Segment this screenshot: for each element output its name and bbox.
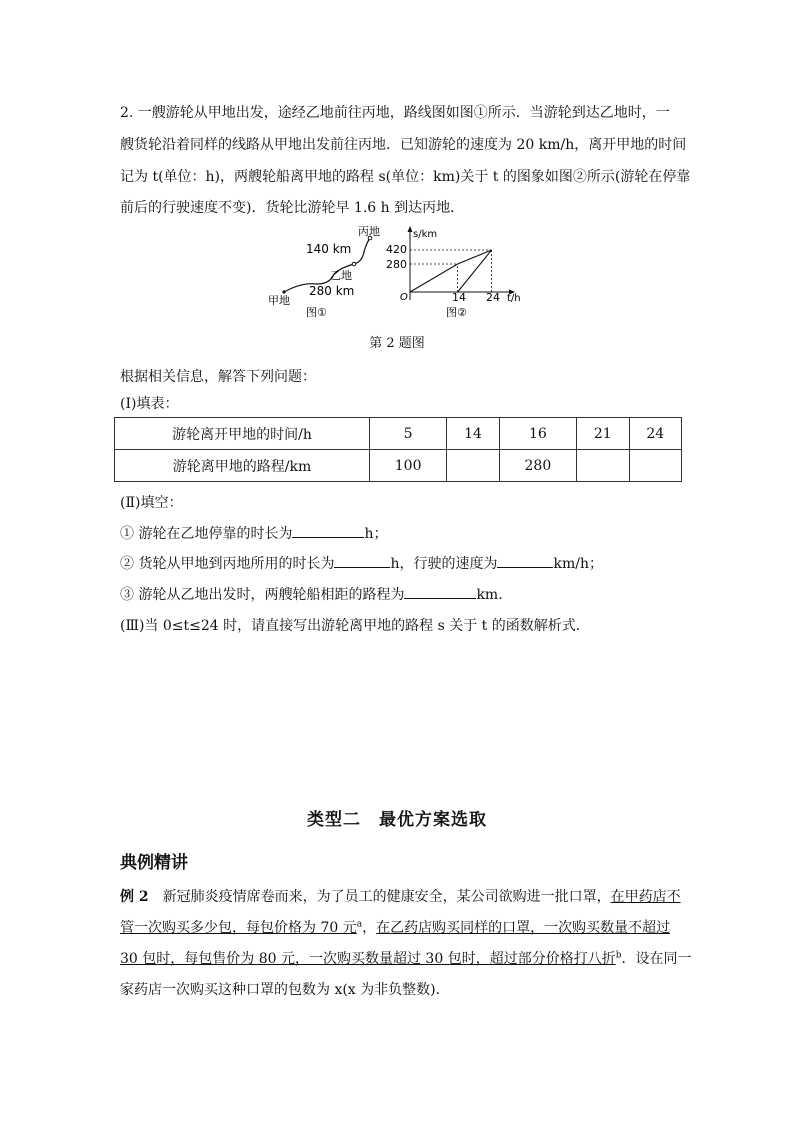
dist-140-label: 140 km bbox=[306, 242, 352, 256]
answer-blank bbox=[404, 584, 476, 599]
answer-blank bbox=[497, 553, 553, 568]
series-line-2 bbox=[458, 250, 492, 292]
yi-point bbox=[352, 262, 356, 266]
bing-label: 丙地 bbox=[358, 225, 380, 238]
part2-title: (Ⅱ)填空： bbox=[120, 495, 183, 511]
table-row bbox=[115, 450, 682, 482]
table-cell-blank bbox=[447, 450, 499, 482]
x-axis-label: t/h bbox=[507, 293, 521, 304]
table-cell: 24 bbox=[629, 418, 682, 450]
table-cell: 21 bbox=[577, 418, 629, 450]
example-label: 例 2 bbox=[120, 889, 149, 905]
q1-text: ① 游轮在乙地停靠的时长为 bbox=[120, 526, 293, 542]
figure-caption: 第 2 题图 bbox=[369, 336, 425, 351]
problem-line: 2. 一艘游轮从甲地出发，途经乙地前往丙地，路线图如图①所示．当游轮到达乙地时，一 bbox=[120, 105, 670, 121]
table-row bbox=[115, 418, 682, 450]
table-cell-blank bbox=[577, 450, 629, 482]
q2-unit1: h，行驶的速度为 bbox=[390, 556, 498, 572]
problem-line: 艘货轮沿着同样的线路从甲地出发前往丙地．已知游轮的速度为 20 km/h，离开甲地的时间 bbox=[120, 137, 687, 153]
example-text: ， bbox=[362, 920, 377, 936]
example-line: 家药店一次购买这种口罩的包数为 x(x 为非负整数)． bbox=[120, 982, 450, 998]
question-1 bbox=[120, 523, 387, 543]
yi-label: 乙地 bbox=[330, 269, 352, 282]
origin-label: O bbox=[400, 292, 408, 303]
y-tick-280: 280 bbox=[386, 258, 407, 271]
example-line bbox=[120, 948, 691, 968]
question-2 bbox=[120, 553, 603, 573]
answer-blank bbox=[334, 553, 390, 568]
row1-header: 游轮离开甲地的时间/h bbox=[115, 418, 370, 450]
x-tick-24: 24 bbox=[486, 291, 500, 304]
fill-table bbox=[114, 417, 682, 482]
dist-280-label: 280 km bbox=[309, 284, 355, 298]
section-title: 类型二 最优方案选取 bbox=[307, 810, 487, 830]
s-t-graph bbox=[382, 222, 532, 322]
jia-label: 甲地 bbox=[268, 294, 290, 307]
intro-text: 根据相关信息，解答下列问题： bbox=[120, 369, 316, 385]
table-cell: 5 bbox=[370, 418, 447, 450]
q2-text: ② 货轮从甲地到丙地所用的时长为 bbox=[120, 556, 335, 572]
q3-unit: km. bbox=[476, 587, 503, 603]
table-cell: 16 bbox=[499, 418, 576, 450]
table-cell: 100 bbox=[370, 450, 447, 482]
underlined-text: 在乙药店购买同样的口罩，一次购买数量不超过 bbox=[376, 920, 671, 936]
y-tick-420: 420 bbox=[386, 243, 407, 256]
mark-b: b bbox=[615, 950, 622, 961]
series-line-1 bbox=[410, 250, 492, 292]
answer-blank bbox=[292, 523, 364, 538]
problem-line: 前后的行驶速度不变)．货轮比游轮早 1.6 h 到达丙地． bbox=[120, 200, 465, 216]
table-cell: 280 bbox=[499, 450, 576, 482]
y-axis-label: s/km bbox=[413, 229, 438, 240]
underlined-text: 在甲药店不 bbox=[610, 889, 681, 905]
part3-text: (Ⅲ)当 0≤t≤24 时，请直接写出游轮离甲地的路程 s 关于 t 的函数解析式． bbox=[120, 618, 590, 634]
row2-header: 游轮离甲地的路程/km bbox=[115, 450, 370, 482]
example-text: 新冠肺炎疫情席卷而来，为了员工的健康安全，某公司欲购进一批口罩， bbox=[162, 889, 611, 905]
part1-title: (Ⅰ)填表： bbox=[120, 396, 179, 412]
underlined-text: 30 包时，每包售价为 80 元，一次购买数量超过 30 包时，超过部分价格打八折 bbox=[120, 951, 616, 967]
y-axis-arrow bbox=[408, 226, 413, 232]
subsection-title: 典例精讲 bbox=[120, 853, 188, 873]
question-3 bbox=[120, 584, 503, 604]
underlined-text: 管一次购买多少包，每包价格为 70 元 bbox=[120, 920, 357, 936]
example-line bbox=[120, 917, 670, 937]
problem-line: 记为 t(单位：h)，两艘轮船离甲地的路程 s(单位：km)关于 t 的图象如图②所示(游轮在停靠 bbox=[120, 169, 691, 185]
graph-guides bbox=[410, 250, 492, 292]
mark-a: a bbox=[356, 919, 363, 930]
route-figure bbox=[262, 222, 382, 322]
example-line bbox=[120, 886, 681, 906]
q1-unit: h； bbox=[364, 526, 388, 542]
table-cell: 14 bbox=[447, 418, 499, 450]
example-text: ．设在同一 bbox=[621, 951, 692, 967]
q2-unit2: km/h； bbox=[553, 556, 603, 572]
figure1-caption: 图① bbox=[306, 306, 327, 319]
q3-text: ③ 游轮从乙地出发时，两艘轮船相距的路程为 bbox=[120, 587, 405, 603]
table-cell-blank bbox=[629, 450, 682, 482]
x-tick-14: 14 bbox=[452, 291, 466, 304]
graph-series bbox=[410, 250, 492, 292]
figure2-caption: 图② bbox=[446, 306, 467, 319]
